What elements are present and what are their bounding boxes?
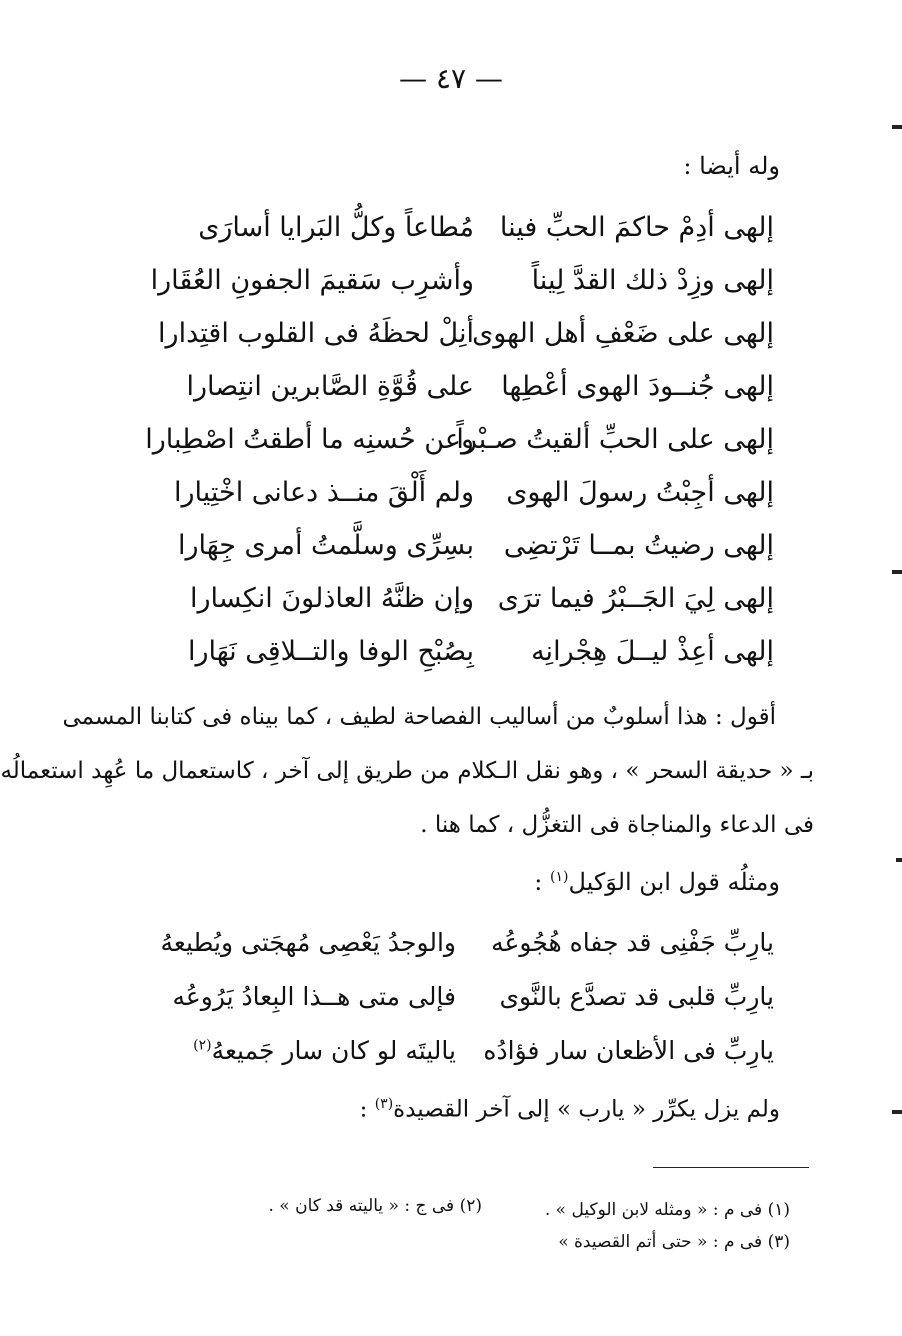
hemistich-first: إلهى أجِبْتُ رسولَ الهوى [506, 477, 774, 508]
hemistich-first: إلهى أدِمْ حاكمَ الحبِّ فينا [499, 212, 774, 243]
hemistich-first: إلهى وزِدْ ذلك القدَّ لِيناً [531, 265, 774, 296]
footnote-1: (١) فى م : « ومثله لابن الوكيل » . [544, 1200, 790, 1220]
hemistich-second: بِصُبْحِ الوفا والتــلاقِى نَهَارا [187, 636, 474, 667]
closing-colon: : [359, 1096, 375, 1123]
hemistich-first: إلهى على الحبِّ ألقيتُ صـبْراً [456, 424, 774, 455]
hemistich-second: فإلى متى هــذا البِعادُ يَرُوعُه [172, 982, 456, 1011]
footnote-ref: (٢) [193, 1037, 212, 1054]
page-number: — ٤٧ — [399, 62, 503, 95]
second-poem-intro [280, 868, 780, 896]
poem-intro: وله أيضا : [683, 152, 780, 180]
scan-edge-mark [892, 125, 902, 129]
hemistich-first: يارِبِّ قلبى قد تصدَّع بالنَّوى [499, 982, 774, 1011]
scan-edge-mark [892, 570, 902, 574]
intro-text: ومثلُه قول ابن الوَكيل [568, 868, 780, 896]
hemistich-second: على قُوَّةِ الصَّابرين انتِصارا [186, 371, 474, 402]
footnote-ref: (٣) [374, 1096, 394, 1112]
hemistich-second: والوجدُ يَعْصِى مُهجَتى ويُطيعهُ [160, 928, 456, 957]
commentary-paragraph [0, 690, 814, 852]
footnote-divider [653, 1167, 809, 1168]
footnote-2: (٢) فى ج : « ياليته قد كان » . [268, 1196, 482, 1216]
hemistich-text: ياليتَه لو كان سار جَميعهُ [211, 1036, 456, 1065]
hemistich-second: وأشرِب سَقيمَ الجفونِ العُقَارا [150, 265, 474, 296]
closing-line [280, 1096, 780, 1123]
paragraph-line: فى الدعاء والمناجاة فى التغزُّل ، كما هنا . [420, 812, 814, 838]
hemistich-second [193, 1036, 456, 1065]
hemistich-first: إلهى لِيَ الجَــبْرُ فيما ترَى [497, 583, 774, 614]
intro-colon: : [534, 868, 550, 896]
hemistich-second: وعن حُسنِه ما أطقتُ اصْطِبارا [145, 424, 474, 455]
scan-edge-mark [896, 858, 902, 862]
paragraph-line: بـ « حديقة السحر » ، وهو نقل الـكلام من طريق إلى آخر ، كاستعمال ما عُهِد استعمالُه [0, 758, 814, 784]
hemistich-second: بسِرِّى وسلَّمتُ أمرى جِهَارا [178, 530, 474, 561]
hemistich-first: إلهى جُنــودَ الهوى أعْطِها [501, 371, 774, 402]
hemistich-second: مُطاعاً وكلُّ البَرايا أسارَى [198, 212, 474, 243]
hemistich-second: وإن ظنَّهُ العاذلونَ انكِسارا [189, 583, 474, 614]
scan-edge-mark [892, 1110, 902, 1114]
hemistich-second: ولم أَلْقَ منــذ دعانى اخْتِيارا [173, 477, 474, 508]
footnote-ref: (١) [549, 869, 569, 885]
hemistich-second: أنِلْ لحظَهُ فى القلوب اقتِدارا [158, 318, 474, 349]
hemistich-first: إلهى على ضَعْفِ أهل الهوى [472, 318, 774, 349]
footnote-3: (٣) فى م : « حتى أتم القصيدة » [558, 1232, 790, 1252]
paragraph-line: أقول : هذا أسلوبٌ من أساليب الفصاحة لطيف ، كما بيناه فى كتابنا المسمى [62, 704, 776, 730]
hemistich-first: إلهى رضيتُ بمــا تَرْتضِى [503, 530, 774, 561]
hemistich-first: يارِبِّ جَفْنِى قد جفاه هُجُوعُه [491, 928, 774, 957]
hemistich-first: إلهى أعِذْ ليــلَ هِجْرانِه [531, 636, 774, 667]
hemistich-first: يارِبِّ فى الأظعان سار فؤادُه [483, 1036, 774, 1065]
closing-text: ولم يزل يكرِّر « يارب » إلى آخر القصيدة [393, 1096, 780, 1123]
